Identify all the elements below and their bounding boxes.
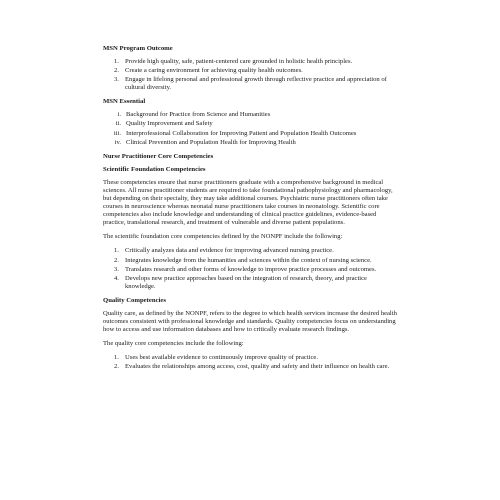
list-item-text: Quality Improvement and Safety [126, 120, 213, 128]
list-item [103, 257, 399, 265]
scientific-paragraph: These competencies ensure that nurse practitioners graduate with a comprehensive background in medical sciences. All nurse practitioner students are required to take foundational pathophysiology and pharmacology, but depending on their specialty, they may take additional courses. Psychiatric nurse practitioners often take courses in neuroscience whereas neonatal nurse practitioners take courses in neonatology. Scientific core competencies also include knowledge and understanding of clinical practice guidelines, evidence-based practice, translational research, and treatment of vulnerable and diverse patient populations. [103, 178, 393, 227]
list-item [103, 120, 399, 128]
list-number: 1. [114, 354, 119, 362]
list-item-text: Develops new practice approaches based on the integration of research, theory, and practice knowledge. [125, 274, 367, 290]
list-number: 4. [114, 274, 119, 282]
list-item [103, 67, 399, 75]
scientific-intro: The scientific foundation core competencies defined by the NONPF include the following: [103, 233, 343, 241]
list-number: iii. [113, 129, 121, 137]
list-number: 1. [114, 247, 119, 255]
list-item-text: Clinical Prevention and Population Health for Improving Health [126, 138, 296, 146]
list-item [103, 111, 399, 119]
list-item [103, 266, 399, 274]
msn-essential-heading: MSN Essential [103, 98, 146, 106]
list-item [103, 76, 399, 92]
list-item [103, 247, 399, 255]
list-item-text: Engage in lifelong personal and professional growth through reflective practice and appreciation of cultural diversity. [125, 76, 387, 92]
list-number: 2. [114, 67, 119, 75]
list-item-text: Provide high quality, safe, patient-centered care grounded in holistic health principles. [125, 58, 353, 65]
scientific-heading: Scientific Foundation Competencies [103, 165, 206, 173]
quality-paragraph: Quality care, as defined by the NONPF, refers to the degree to which health services increase the desired health outcomes consistent with professional knowledge and standards. Quality competencies focus on understanding how to access and use information databases and how to critically evaluate research findings. [103, 309, 397, 334]
list-item [103, 58, 399, 66]
msn-outcome-list [103, 58, 399, 92]
list-item-text: Create a caring environment for achieving quality health outcomes. [125, 67, 303, 75]
list-item [103, 139, 399, 147]
list-item [103, 363, 399, 371]
list-item-text: Interprofessional Collaboration for Improving Patient and Population Health Outcomes [126, 129, 357, 137]
list-item-text: Integrates knowledge from the humanities and sciences within the context of nursing science. [125, 256, 372, 264]
list-item-text: Critically analyzes data and evidence for improving advanced nursing practice. [125, 247, 334, 255]
list-number: 2. [114, 256, 119, 264]
list-item-text: Translates research and other forms of knowledge to improve practice processes and outcomes. [125, 265, 377, 273]
list-number: 3. [114, 265, 119, 273]
quality-list [103, 354, 399, 371]
list-number: 1. [114, 58, 119, 65]
list-item [103, 354, 399, 362]
document-content [103, 45, 399, 377]
list-number: i. [117, 111, 121, 119]
list-number: 2. [114, 363, 119, 371]
msn-outcome-heading: MSN Program Outcome [103, 45, 173, 52]
list-number: ii. [115, 120, 121, 128]
list-item [103, 275, 399, 291]
scientific-list [103, 247, 399, 290]
np-core-heading: Nurse Practitioner Core Competencies [103, 152, 214, 160]
quality-heading: Quality Competencies [103, 296, 166, 304]
msn-essential-list [103, 111, 399, 146]
list-number: iv. [114, 138, 121, 146]
list-item-text: Background for Practice from Science and Humanities [126, 111, 271, 119]
list-item [103, 130, 399, 138]
quality-intro: The quality core competencies include the following: [103, 340, 244, 348]
list-item-text: Evaluates the relationships among access, cost, quality and safety and their influence on health care. [125, 363, 390, 371]
list-item-text: Uses best available evidence to continuously improve quality of practice. [125, 354, 318, 362]
list-number: 3. [114, 76, 119, 84]
